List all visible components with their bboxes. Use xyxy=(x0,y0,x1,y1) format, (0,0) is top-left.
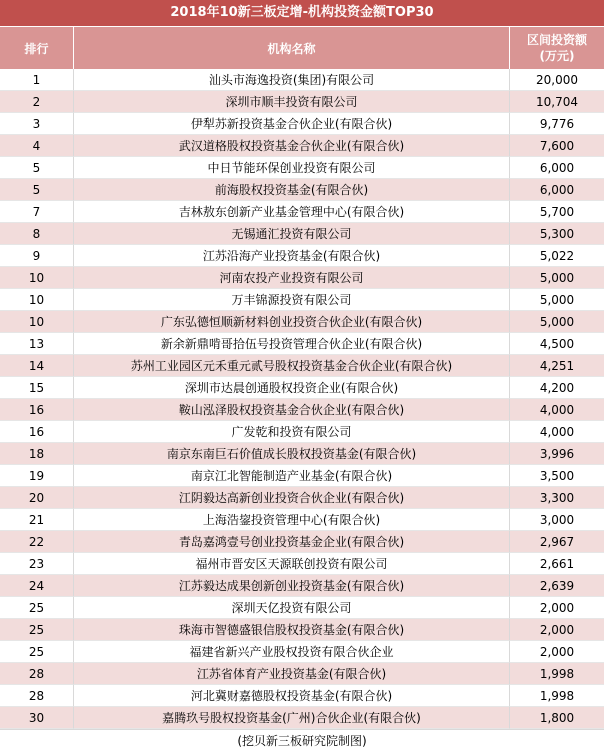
table-row xyxy=(0,69,604,91)
name-cell: 南京东南巨石价值成长股权投资基金(有限合伙) xyxy=(74,443,510,465)
rank-cell: 25 xyxy=(0,597,74,619)
name-cell: 南京江北智能制造产业基金(有限合伙) xyxy=(74,465,510,487)
rank-cell: 10 xyxy=(0,311,74,333)
rank-cell: 7 xyxy=(0,201,74,223)
amount-cell: 5,000 xyxy=(510,311,604,333)
amount-cell: 5,000 xyxy=(510,267,604,289)
amount-cell: 5,022 xyxy=(510,245,604,267)
amount-cell: 4,251 xyxy=(510,355,604,377)
amount-cell: 5,300 xyxy=(510,223,604,245)
name-cell: 广东弘德恒顺新材料创业投资合伙企业(有限合伙) xyxy=(74,311,510,333)
name-cell: 江苏毅达成果创新创业投资基金(有限合伙) xyxy=(74,575,510,597)
rank-cell: 9 xyxy=(0,245,74,267)
rank-cell: 5 xyxy=(0,179,74,201)
amount-cell: 2,967 xyxy=(510,531,604,553)
header-amount xyxy=(510,27,604,69)
amount-cell: 2,000 xyxy=(510,641,604,663)
rank-cell: 13 xyxy=(0,333,74,355)
amount-cell: 3,996 xyxy=(510,443,604,465)
table-title: 2018年10新三板定增-机构投资金额TOP30 xyxy=(0,0,604,27)
table-row xyxy=(0,245,604,267)
rank-cell: 2 xyxy=(0,91,74,113)
amount-cell: 5,000 xyxy=(510,289,604,311)
rank-cell: 28 xyxy=(0,663,74,685)
amount-cell: 3,300 xyxy=(510,487,604,509)
table-body xyxy=(0,69,604,729)
table-row xyxy=(0,91,604,113)
table-row xyxy=(0,135,604,157)
table-row xyxy=(0,619,604,641)
table-row xyxy=(0,465,604,487)
table-row xyxy=(0,509,604,531)
amount-cell: 4,000 xyxy=(510,399,604,421)
rank-cell: 23 xyxy=(0,553,74,575)
amount-cell: 2,639 xyxy=(510,575,604,597)
rank-cell: 15 xyxy=(0,377,74,399)
amount-cell: 4,500 xyxy=(510,333,604,355)
rank-cell: 30 xyxy=(0,707,74,729)
table-row xyxy=(0,707,604,729)
name-cell: 苏州工业园区元禾重元贰号股权投资基金合伙企业(有限合伙) xyxy=(74,355,510,377)
name-cell: 福州市晋安区天源联创投资有限公司 xyxy=(74,553,510,575)
amount-cell: 6,000 xyxy=(510,179,604,201)
amount-cell: 2,000 xyxy=(510,597,604,619)
rank-cell: 14 xyxy=(0,355,74,377)
table-row xyxy=(0,421,604,443)
rank-cell: 10 xyxy=(0,289,74,311)
table-row xyxy=(0,399,604,421)
name-cell: 上海浩鋆投资管理中心(有限合伙) xyxy=(74,509,510,531)
amount-cell: 20,000 xyxy=(510,69,604,91)
amount-cell: 10,704 xyxy=(510,91,604,113)
amount-cell: 9,776 xyxy=(510,113,604,135)
rank-cell: 3 xyxy=(0,113,74,135)
amount-cell: 5,700 xyxy=(510,201,604,223)
table-row xyxy=(0,443,604,465)
amount-cell: 6,000 xyxy=(510,157,604,179)
name-cell: 武汉道格股权投资基金合伙企业(有限合伙) xyxy=(74,135,510,157)
amount-cell: 1,998 xyxy=(510,663,604,685)
amount-cell: 3,500 xyxy=(510,465,604,487)
header-amount-label: 区间投资额 xyxy=(526,33,587,47)
name-cell: 鞍山泓泽股权投资基金合伙企业(有限合伙) xyxy=(74,399,510,421)
table-row xyxy=(0,641,604,663)
rank-cell: 16 xyxy=(0,421,74,443)
name-cell: 江苏省体育产业投资基金(有限合伙) xyxy=(74,663,510,685)
name-cell: 深圳市顺丰投资有限公司 xyxy=(74,91,510,113)
rank-cell: 4 xyxy=(0,135,74,157)
name-cell: 广发乾和投资有限公司 xyxy=(74,421,510,443)
table-row xyxy=(0,487,604,509)
rank-cell: 20 xyxy=(0,487,74,509)
table-header xyxy=(0,27,604,69)
rank-cell: 8 xyxy=(0,223,74,245)
source-note: (挖贝新三板研究院制图) xyxy=(0,729,604,752)
rank-cell: 25 xyxy=(0,641,74,663)
name-cell: 河南农投产业投资有限公司 xyxy=(74,267,510,289)
name-cell: 珠海市智德盛银信股权投资基金(有限合伙) xyxy=(74,619,510,641)
amount-cell: 2,000 xyxy=(510,619,604,641)
name-cell: 汕头市海逸投资(集团)有限公司 xyxy=(74,69,510,91)
rank-cell: 21 xyxy=(0,509,74,531)
table-row xyxy=(0,377,604,399)
rank-cell: 16 xyxy=(0,399,74,421)
table-row xyxy=(0,663,604,685)
name-cell: 无锡通汇投资有限公司 xyxy=(74,223,510,245)
table-row xyxy=(0,575,604,597)
rank-cell: 18 xyxy=(0,443,74,465)
name-cell: 嘉腾玖号股权投资基金(广州)合伙企业(有限合伙) xyxy=(74,707,510,729)
amount-cell: 2,661 xyxy=(510,553,604,575)
name-cell: 深圳天亿投资有限公司 xyxy=(74,597,510,619)
name-cell: 江阴毅达高新创业投资合伙企业(有限合伙) xyxy=(74,487,510,509)
amount-cell: 1,998 xyxy=(510,685,604,707)
table-row xyxy=(0,597,604,619)
name-cell: 河北冀财嘉德股权投资基金(有限合伙) xyxy=(74,685,510,707)
name-cell: 中日节能环保创业投资有限公司 xyxy=(74,157,510,179)
amount-cell: 1,800 xyxy=(510,707,604,729)
header-name: 机构名称 xyxy=(74,27,510,69)
name-cell: 前海股权投资基金(有限合伙) xyxy=(74,179,510,201)
rank-cell: 1 xyxy=(0,69,74,91)
rank-cell: 10 xyxy=(0,267,74,289)
table-row xyxy=(0,531,604,553)
table-row xyxy=(0,201,604,223)
rank-cell: 19 xyxy=(0,465,74,487)
table-row xyxy=(0,289,604,311)
header-amount-unit: (万元) xyxy=(539,49,575,63)
name-cell: 万丰锦源投资有限公司 xyxy=(74,289,510,311)
name-cell: 深圳市达晨创通股权投资企业(有限合伙) xyxy=(74,377,510,399)
table-row xyxy=(0,355,604,377)
table-row xyxy=(0,311,604,333)
amount-cell: 3,000 xyxy=(510,509,604,531)
rank-cell: 28 xyxy=(0,685,74,707)
name-cell: 青岛嘉鸿壹号创业投资基金企业(有限合伙) xyxy=(74,531,510,553)
table-row xyxy=(0,267,604,289)
name-cell: 伊犁苏新投资基金合伙企业(有限合伙) xyxy=(74,113,510,135)
rank-cell: 22 xyxy=(0,531,74,553)
name-cell: 江苏沿海产业投资基金(有限合伙) xyxy=(74,245,510,267)
rank-cell: 24 xyxy=(0,575,74,597)
amount-cell: 4,000 xyxy=(510,421,604,443)
amount-cell: 4,200 xyxy=(510,377,604,399)
table-row xyxy=(0,157,604,179)
table-row xyxy=(0,553,604,575)
name-cell: 吉林敖东创新产业基金管理中心(有限合伙) xyxy=(74,201,510,223)
name-cell: 新余新鼎啃哥拾伍号投资管理合伙企业(有限合伙) xyxy=(74,333,510,355)
rank-cell: 25 xyxy=(0,619,74,641)
table-row xyxy=(0,685,604,707)
amount-cell: 7,600 xyxy=(510,135,604,157)
rank-cell: 5 xyxy=(0,157,74,179)
name-cell: 福建省新兴产业股权投资有限合伙企业 xyxy=(74,641,510,663)
header-rank: 排行 xyxy=(0,27,74,69)
table-row xyxy=(0,223,604,245)
table-row xyxy=(0,179,604,201)
table-row xyxy=(0,333,604,355)
table-row xyxy=(0,113,604,135)
